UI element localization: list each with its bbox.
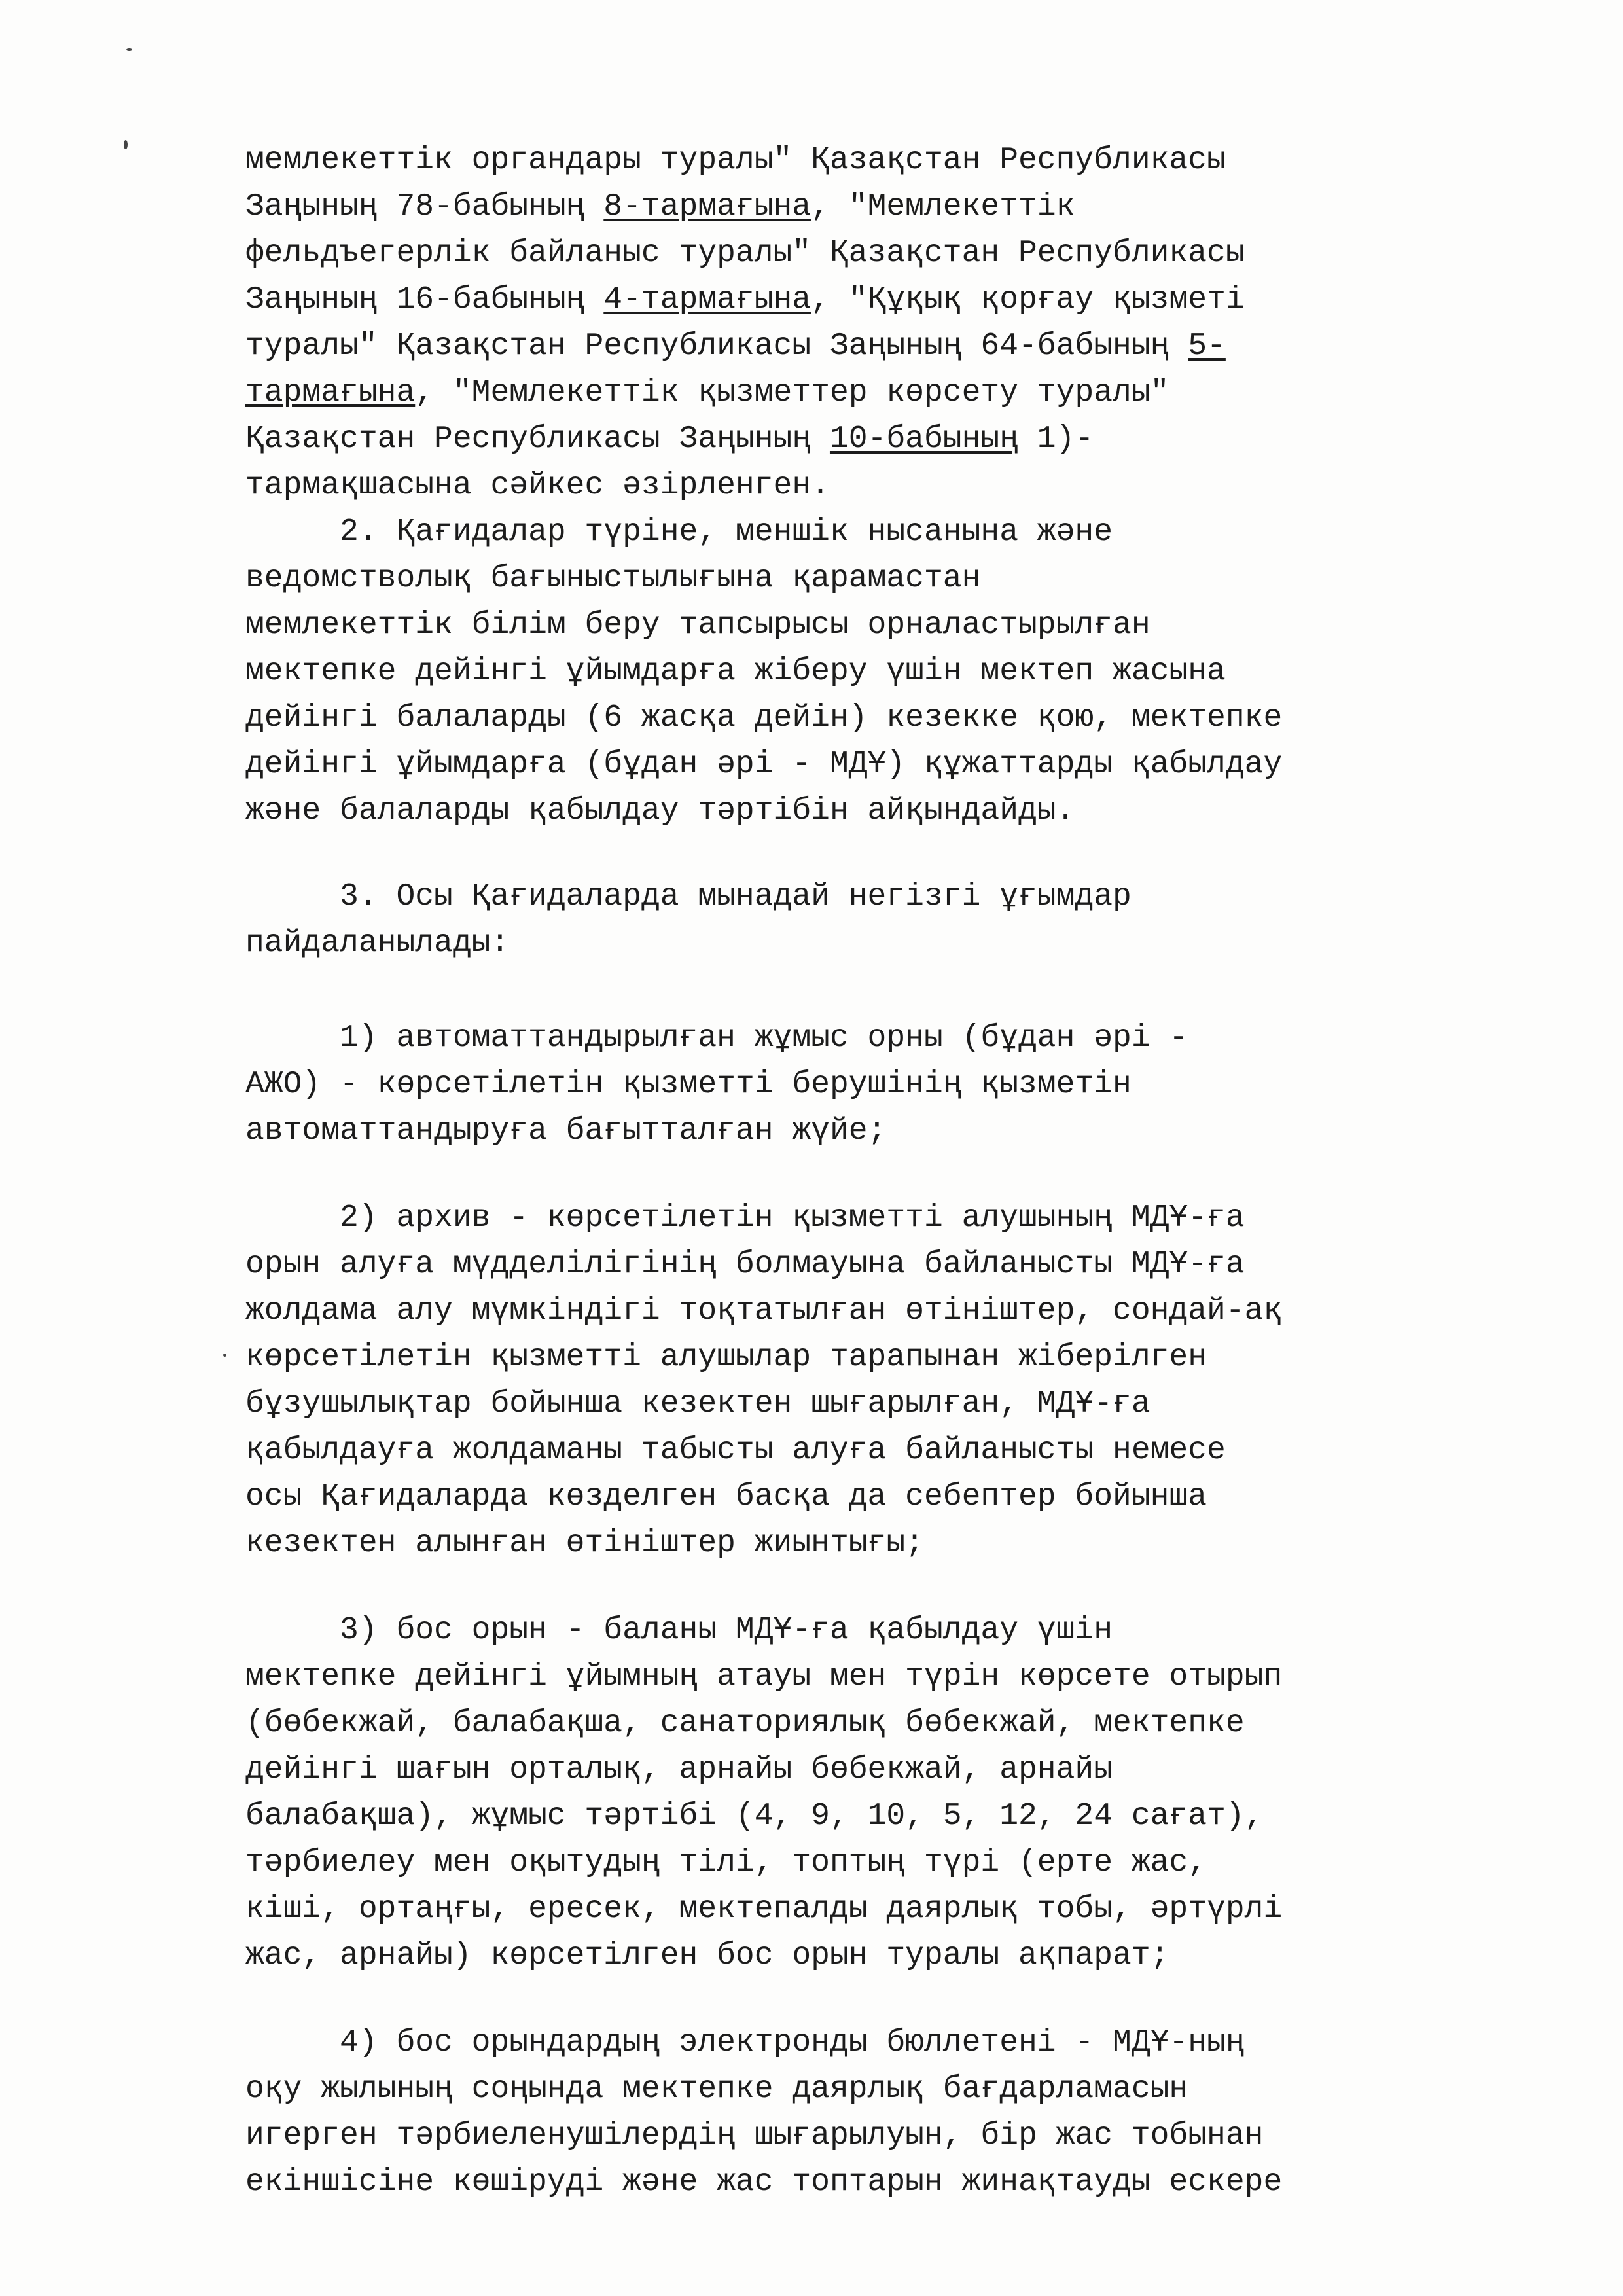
text-line bbox=[245, 1520, 1528, 1567]
paragraph bbox=[245, 1015, 1528, 1155]
text-line bbox=[245, 2020, 1528, 2066]
text-line bbox=[245, 874, 1528, 920]
text-line bbox=[245, 137, 1528, 184]
paragraph bbox=[245, 874, 1528, 967]
paragraph bbox=[245, 509, 1528, 834]
text-line bbox=[245, 556, 1528, 602]
text-line bbox=[245, 2159, 1528, 2206]
text-segment: , "Құқық қорғау қызметі bbox=[811, 282, 1245, 317]
text-segment: дейінгі шағын орталық, арнайы бөбекжай, арнайы bbox=[245, 1752, 1113, 1787]
text-segment: Заңының 78-бабының bbox=[245, 189, 604, 224]
text-segment: мектепке дейінгі ұйымдарға жіберу үшін мектеп жасына bbox=[245, 654, 1226, 689]
text-segment: осы Қағидаларда көзделген басқа да себептер бойынша bbox=[245, 1479, 1207, 1515]
text-segment: (бөбекжай, балабақша, санаториялық бөбекжай, мектепке bbox=[245, 1706, 1245, 1741]
text-line bbox=[245, 1062, 1528, 1108]
text-line bbox=[245, 1242, 1528, 1288]
text-segment: автоматтандыруға бағытталған жүйе; bbox=[245, 1113, 887, 1149]
text-line bbox=[245, 1335, 1528, 1381]
text-segment: кезектен алынған өтініштер жиынтығы; bbox=[245, 1526, 924, 1561]
text-segment: игерген тәрбиеленушілердің шығарылуын, бір жас тобынан bbox=[245, 2118, 1264, 2153]
text-segment: екіншісіне көшіруді және жас топтарын жинақтауды ескере bbox=[245, 2164, 1283, 2200]
paragraph bbox=[245, 137, 1528, 509]
text-line bbox=[245, 230, 1528, 277]
text-segment: көрсетілетін қызметті алушылар тарапынан жіберілген bbox=[245, 1340, 1207, 1375]
text-line bbox=[245, 509, 1528, 556]
text-line bbox=[245, 1288, 1528, 1335]
text-segment: мектепке дейінгі ұйымның атауы мен түрін көрсете отырып bbox=[245, 1659, 1283, 1695]
text-segment: Қазақстан Республикасы Заңының bbox=[245, 422, 830, 457]
text-segment: және балаларды қабылдау тәртібін айқындайды. bbox=[245, 793, 1075, 829]
text-segment: қабылдауға жолдаманы табысты алуға байланысты немесе bbox=[245, 1433, 1226, 1468]
text-segment: жас, арнайы) көрсетілген бос орын туралы ақпарат; bbox=[245, 1938, 1169, 1973]
law-reference-link[interactable]: 5- bbox=[1188, 329, 1226, 364]
text-segment: 2. Қағидалар түріне, меншік нысанына және bbox=[245, 514, 1113, 550]
text-segment: орын алуға мүдделілігінің болмауына байланысты МДҰ-ға bbox=[245, 1247, 1245, 1282]
text-line bbox=[245, 416, 1528, 463]
text-segment: тармақшасына сәйкес әзірленген. bbox=[245, 468, 830, 503]
text-line bbox=[245, 920, 1528, 967]
scan-speck bbox=[223, 1354, 226, 1357]
text-segment: 3) бос орын - баланы МДҰ-ға қабылдау үшін bbox=[245, 1613, 1113, 1648]
text-segment: дейінгі ұйымдарға (бұдан әрі - МДҰ) құжаттарды қабылдау bbox=[245, 747, 1283, 782]
text-line bbox=[245, 323, 1528, 370]
text-line bbox=[245, 788, 1528, 834]
text-line bbox=[245, 1700, 1528, 1747]
text-segment: Заңының 16-бабының bbox=[245, 282, 604, 317]
text-segment: бұзушылықтар бойынша кезектен шығарылған, МДҰ-ға bbox=[245, 1386, 1150, 1422]
text-segment: 3. Осы Қағидаларда мынадай негізгі ұғымдар bbox=[245, 879, 1132, 914]
text-segment: , "Мемлекеттік қызметтер көрсету туралы" bbox=[415, 375, 1169, 410]
text-line bbox=[245, 1108, 1528, 1155]
text-line bbox=[245, 1654, 1528, 1700]
text-segment: балабақша), жұмыс тәртібі (4, 9, 10, 5, 12, 24 сағат), bbox=[245, 1799, 1264, 1834]
text-segment: дейінгі балаларды (6 жасқа дейін) кезекке қою, мектепке bbox=[245, 700, 1283, 736]
scan-speck bbox=[124, 140, 128, 149]
text-line bbox=[245, 1933, 1528, 1979]
text-line bbox=[245, 1427, 1528, 1474]
law-reference-link[interactable]: 10-бабының bbox=[829, 422, 1018, 457]
text-segment: ведомстволық бағыныстылығына қарамастан bbox=[245, 561, 981, 596]
paragraph bbox=[245, 1195, 1528, 1567]
text-line bbox=[245, 695, 1528, 742]
law-reference-link[interactable]: 4-тармағына bbox=[603, 282, 812, 317]
text-segment: 4) бос орындардың электронды бюллетені - МДҰ-ның bbox=[245, 2025, 1245, 2060]
document-body bbox=[245, 137, 1528, 2206]
text-segment: кіші, ортаңғы, ересек, мектепалды даярлық тобы, әртүрлі bbox=[245, 1892, 1283, 1927]
text-segment: тәрбиелеу мен оқытудың тілі, топтың түрі (ерте жас, bbox=[245, 1845, 1207, 1880]
law-reference-link[interactable]: 8-тармағына bbox=[603, 189, 812, 224]
text-line bbox=[245, 1886, 1528, 1933]
text-segment: туралы" Қазақстан Республикасы Заңының 64-бабының bbox=[245, 329, 1188, 364]
text-line bbox=[245, 2113, 1528, 2159]
text-line bbox=[245, 1015, 1528, 1062]
scan-speck bbox=[126, 48, 132, 51]
text-line bbox=[245, 1607, 1528, 1654]
text-line bbox=[245, 463, 1528, 509]
text-segment: 1)- bbox=[1018, 422, 1094, 457]
text-segment: мемлекеттік органдары туралы" Қазақстан Республикасы bbox=[245, 143, 1226, 178]
text-segment: жолдама алу мүмкіндігі тоқтатылған өтініштер, сондай-ақ bbox=[245, 1293, 1283, 1329]
text-line bbox=[245, 649, 1528, 695]
paragraph bbox=[245, 1607, 1528, 1979]
text-line bbox=[245, 2066, 1528, 2113]
text-segment: мемлекеттік білім беру тапсырысы орналастырылған bbox=[245, 607, 1150, 643]
text-line bbox=[245, 1474, 1528, 1520]
text-line bbox=[245, 1195, 1528, 1242]
text-line bbox=[245, 602, 1528, 649]
text-segment: 2) архив - көрсетілетін қызметті алушының МДҰ-ға bbox=[245, 1200, 1245, 1236]
text-line bbox=[245, 742, 1528, 788]
text-segment: 1) автоматтандырылған жұмыс орны (бұдан әрі - bbox=[245, 1020, 1188, 1056]
text-line bbox=[245, 1747, 1528, 1793]
text-line bbox=[245, 1793, 1528, 1840]
text-line bbox=[245, 1381, 1528, 1427]
text-line bbox=[245, 184, 1528, 230]
text-segment: , "Мемлекеттік bbox=[811, 189, 1075, 224]
text-segment: фельдъегерлік байланыс туралы" Қазақстан Республикасы bbox=[245, 236, 1245, 271]
text-line bbox=[245, 370, 1528, 416]
text-segment: пайдаланылады: bbox=[245, 925, 510, 961]
law-reference-link[interactable]: тармағына bbox=[245, 375, 416, 410]
text-line bbox=[245, 277, 1528, 323]
text-line bbox=[245, 1840, 1528, 1886]
paragraph bbox=[245, 2020, 1528, 2206]
text-segment: оқу жылының соңында мектепке даярлық бағдарламасын bbox=[245, 2072, 1188, 2107]
text-segment: АЖО) - көрсетілетін қызметті берушінің қызметін bbox=[245, 1067, 1132, 1102]
